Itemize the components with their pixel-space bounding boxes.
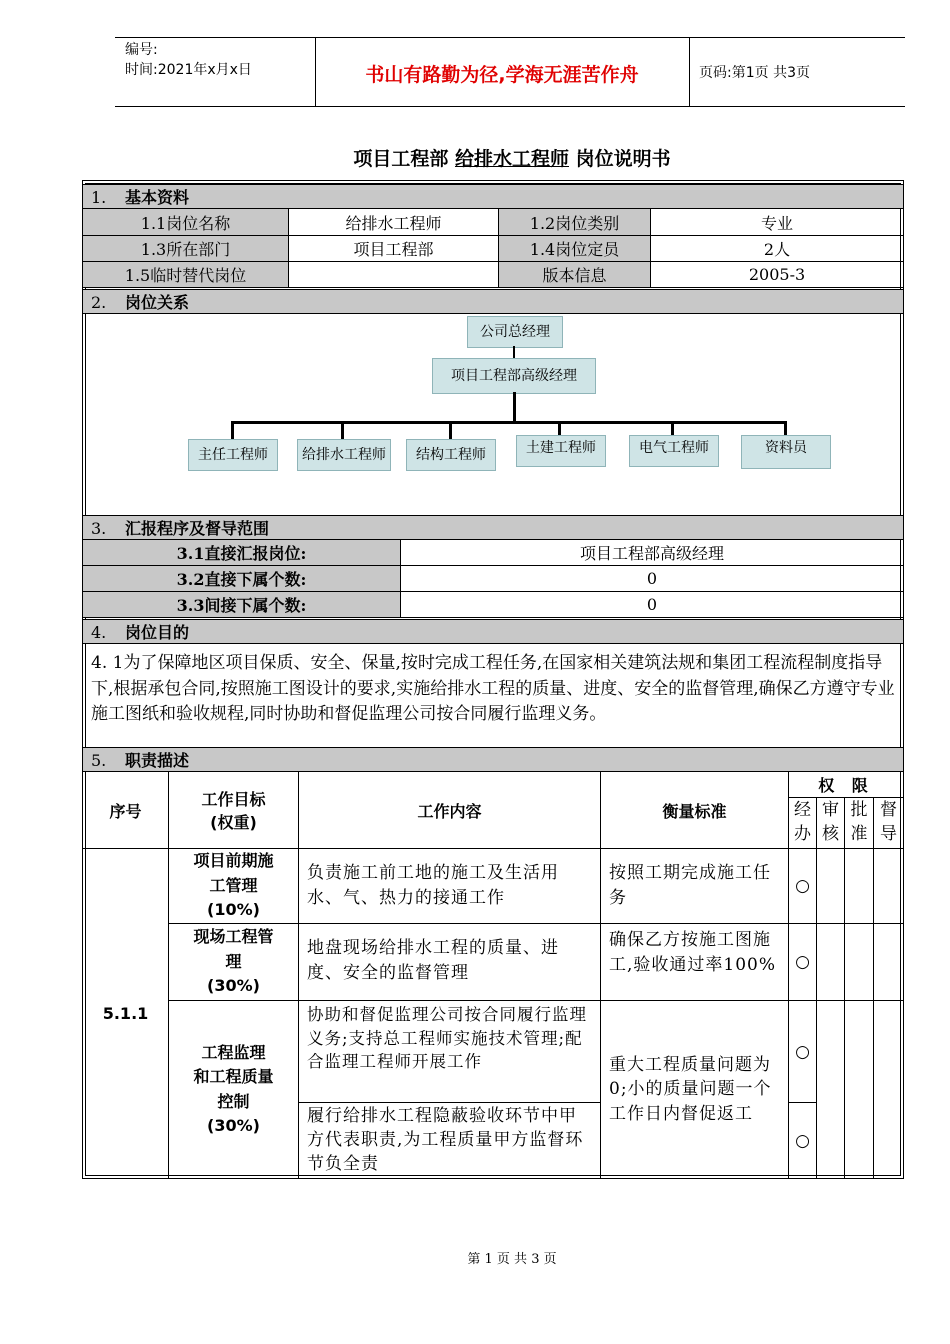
page-header bbox=[115, 37, 905, 107]
org-node-sub: 电气工程师 bbox=[629, 435, 719, 467]
org-node-sub: 给排水工程师 bbox=[297, 439, 391, 471]
title-suffix: 岗位说明书 bbox=[569, 148, 671, 170]
section-number: 4. bbox=[91, 623, 107, 642]
page-info: 页码:第1页 共3页 bbox=[699, 65, 810, 81]
section-title: 岗位目的 bbox=[125, 623, 190, 642]
section-header bbox=[83, 289, 903, 314]
header-text: 督 bbox=[880, 800, 897, 820]
section-title: 岗位关系 bbox=[125, 293, 190, 312]
section-number: 2. bbox=[91, 293, 107, 312]
goal-text: 工管理 bbox=[209, 875, 258, 895]
content-cell: 协助和督促监理公司按合同履行监理义务;支持总工程师实施技术管理;配合监理工程师开展工作 bbox=[299, 1001, 601, 1103]
col-header-authority: 权 限 bbox=[789, 772, 903, 798]
field-label: 1.1岗位名称 bbox=[83, 209, 289, 236]
org-node-mid: 项目工程部高级经理 bbox=[432, 358, 596, 394]
field-value: 专业 bbox=[651, 209, 903, 236]
authority-handle bbox=[789, 798, 817, 849]
goal-weight: (30%) bbox=[207, 1116, 260, 1135]
section-header bbox=[83, 747, 903, 772]
authority-mark: ○ bbox=[789, 849, 817, 924]
goal-cell bbox=[169, 924, 299, 1001]
org-connector bbox=[513, 392, 516, 422]
field-value: 0 bbox=[401, 592, 903, 618]
title-dept: 项目工程部 bbox=[353, 148, 455, 170]
field-label: 1.4岗位定员 bbox=[499, 236, 651, 262]
field-label: 3.1直接汇报岗位: bbox=[83, 540, 401, 566]
goal-text: 项目前期施 bbox=[193, 851, 274, 871]
section-title: 基本资料 bbox=[125, 188, 190, 207]
org-connector bbox=[513, 346, 515, 358]
authority-empty bbox=[845, 849, 874, 924]
org-connector bbox=[671, 421, 674, 435]
goal-weight: (30%) bbox=[207, 976, 260, 996]
authority-mark: ○ bbox=[789, 1001, 817, 1103]
field-label: 3.3间接下属个数: bbox=[83, 592, 401, 618]
content-cell: 履行给排水工程隐蔽验收环节中甲方代表职责,为工程质量甲方监督环节负全责 bbox=[299, 1103, 601, 1178]
header-text: 经 bbox=[794, 800, 811, 820]
goal-text: 控制 bbox=[217, 1091, 250, 1111]
field-label: 1.5临时替代岗位 bbox=[83, 262, 289, 288]
field-label: 版本信息 bbox=[499, 262, 651, 288]
field-label: 1.2岗位类别 bbox=[499, 209, 651, 236]
org-node-sub: 主任工程师 bbox=[188, 439, 278, 471]
authority-empty bbox=[874, 924, 903, 1001]
header-text: 工作目标 bbox=[201, 790, 266, 809]
standard-cell: 按照工期完成施工任务 bbox=[601, 849, 789, 924]
field-value: 2005-3 bbox=[651, 262, 903, 288]
field-label: 3.2直接下属个数: bbox=[83, 566, 401, 592]
purpose-text: 4. 1为了保障地区项目保质、安全、保量,按时完成工程任务,在国家相关建筑法规和集团工程流程制度指导下,根据承包合同,按照施工图设计的要求,实施给排水工程的质量、进度、安全的监督管理,确保乙方遵守专业施工图纸和验收规程,同时协助和督促监理公司按合同履行监理义务。 bbox=[91, 653, 895, 724]
authority-empty bbox=[817, 1001, 845, 1178]
section-number: 5. bbox=[91, 751, 107, 770]
goal-weight: (10%) bbox=[207, 900, 260, 920]
authority-empty bbox=[817, 924, 845, 1001]
standard-cell: 重大工程质量问题为0;小的质量问题一个工作日内督促返工 bbox=[601, 1001, 789, 1178]
section-number: 3. bbox=[91, 519, 107, 538]
document-title bbox=[0, 144, 950, 171]
field-value bbox=[289, 262, 499, 288]
goal-text: 理 bbox=[225, 951, 242, 971]
job-description-sheet bbox=[82, 180, 904, 1179]
org-node-top: 公司总经理 bbox=[467, 316, 563, 348]
col-header-seq: 序号 bbox=[83, 772, 169, 849]
org-node-sub: 土建工程师 bbox=[516, 435, 606, 467]
col-header-goal bbox=[169, 772, 299, 849]
seq-cell: 5.1.1 bbox=[83, 849, 169, 1178]
authority-empty bbox=[845, 1001, 874, 1178]
code-label: 编号: bbox=[125, 42, 158, 58]
org-connector bbox=[784, 421, 787, 435]
org-node-sub: 结构工程师 bbox=[406, 439, 496, 471]
divider bbox=[689, 38, 690, 106]
section-header bbox=[83, 184, 903, 209]
col-header-standard: 衡量标准 bbox=[601, 772, 789, 849]
header-text: 准 bbox=[850, 824, 868, 844]
goal-text: 工程监理 bbox=[201, 1042, 266, 1062]
authority-empty bbox=[874, 849, 903, 924]
page-footer: 第 1 页 共 3 页 bbox=[467, 1252, 557, 1267]
org-connector bbox=[449, 421, 452, 439]
standard-cell: 确保乙方按施工图施工,验收通过率100% bbox=[601, 924, 789, 1001]
header-text: 导 bbox=[880, 824, 897, 844]
goal-cell bbox=[169, 849, 299, 924]
time-label: 时间:2021年x月x日 bbox=[125, 62, 252, 78]
section-header bbox=[83, 619, 903, 644]
authority-mark: ○ bbox=[789, 1103, 817, 1178]
org-connector bbox=[231, 421, 787, 424]
section-title: 职责描述 bbox=[125, 751, 190, 770]
org-node-sub: 资料员 bbox=[741, 435, 831, 469]
authority-supervise bbox=[874, 798, 903, 849]
section-number: 1. bbox=[91, 188, 107, 207]
goal-text: 现场工程管 bbox=[193, 927, 274, 947]
authority-empty bbox=[874, 1001, 903, 1178]
authority-review bbox=[817, 798, 845, 849]
field-label: 1.3所在部门 bbox=[83, 236, 289, 262]
field-value: 2人 bbox=[651, 236, 903, 262]
goal-text: 和工程质量 bbox=[193, 1067, 274, 1086]
field-value: 项目工程部 bbox=[289, 236, 499, 262]
field-value: 给排水工程师 bbox=[289, 209, 499, 236]
header-text: 核 bbox=[822, 824, 839, 844]
org-connector bbox=[558, 421, 561, 435]
motto: 书山有路勤为径,学海无涯苦作舟 bbox=[365, 64, 639, 86]
content-cell: 负责施工前工地的施工及生活用水、气、热力的接通工作 bbox=[299, 849, 601, 924]
org-connector bbox=[341, 421, 344, 439]
authority-mark: ○ bbox=[789, 924, 817, 1001]
content-cell: 地盘现场给排水工程的质量、进度、安全的监督管理 bbox=[299, 924, 601, 1001]
field-value: 项目工程部高级经理 bbox=[401, 540, 903, 566]
header-meta bbox=[125, 40, 252, 80]
title-position: 给排水工程师 bbox=[454, 148, 569, 170]
header-text: 审 bbox=[822, 800, 839, 820]
org-connector bbox=[231, 421, 234, 439]
col-header-content: 工作内容 bbox=[299, 772, 601, 849]
authority-empty bbox=[817, 849, 845, 924]
section-header bbox=[83, 515, 903, 540]
authority-empty bbox=[845, 924, 874, 1001]
section-title: 汇报程序及督导范围 bbox=[125, 519, 270, 538]
header-text: 批 bbox=[850, 800, 868, 820]
goal-cell bbox=[169, 1001, 299, 1178]
field-value: 0 bbox=[401, 566, 903, 592]
authority-approve bbox=[845, 798, 874, 849]
header-text: 办 bbox=[794, 824, 811, 844]
header-text: (权重) bbox=[210, 813, 257, 832]
